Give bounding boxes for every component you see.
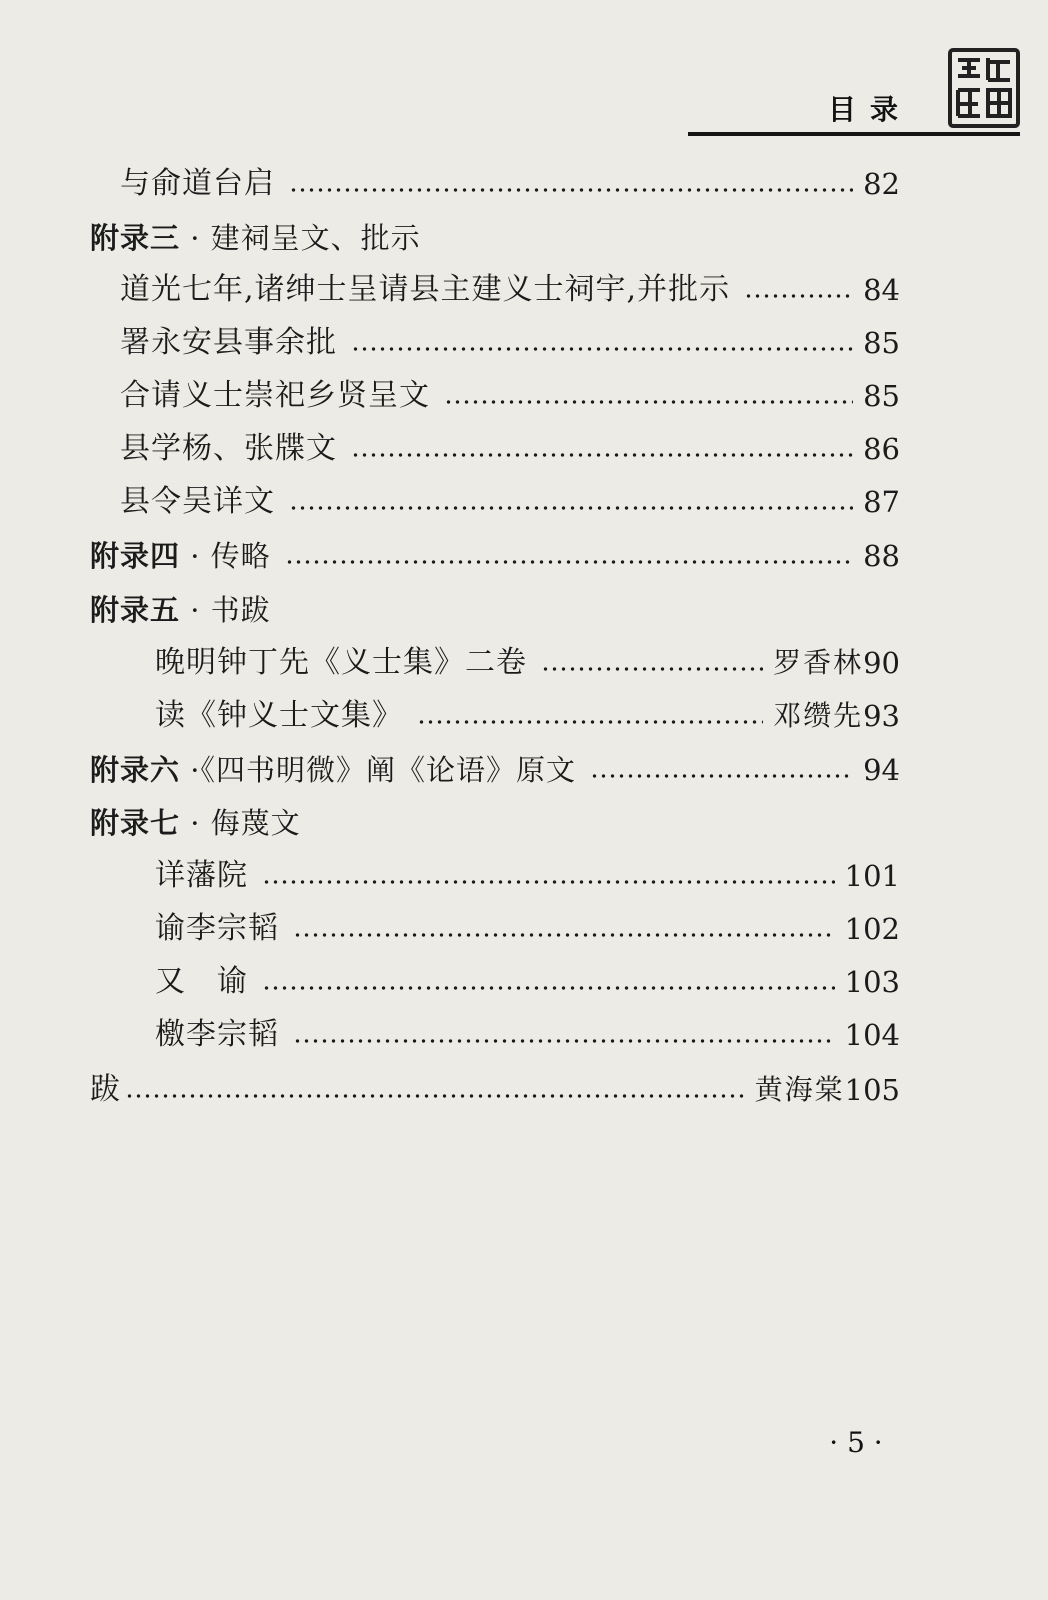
- toc-entry[interactable]: [155, 905, 900, 949]
- leader-dots: [293, 1039, 835, 1043]
- toc-entry-page: 94: [863, 753, 900, 787]
- toc-entry-author: 邓缵先: [773, 699, 864, 732]
- leader-dots: [590, 774, 853, 778]
- toc-entry-title: 檄李宗韬: [155, 1017, 279, 1052]
- toc-entry-author: 黄海棠: [754, 1073, 845, 1106]
- toc-entry-title: 谕李宗韬: [155, 911, 279, 946]
- toc-entry-author: 罗香林: [773, 646, 864, 679]
- toc-section-title: [90, 536, 271, 576]
- toc-entry[interactable]: [120, 478, 900, 522]
- toc-entry-page: 101: [844, 859, 900, 893]
- leader-dots: [262, 880, 835, 884]
- toc-entry-title: 县令吴详文: [120, 484, 275, 519]
- toc-entry[interactable]: [120, 319, 900, 363]
- section-subtitle: · 传略: [180, 539, 271, 573]
- leader-dots: [444, 400, 853, 404]
- toc-entry-page: 103: [844, 965, 900, 999]
- section-subtitle: ·《四书明微》阐《论语》原文: [180, 753, 576, 787]
- toc-entry-title: 读《钟义士文集》: [155, 698, 403, 733]
- leader-dots: [744, 294, 853, 298]
- toc-section-title: [90, 803, 301, 843]
- toc-section-title: [90, 590, 271, 630]
- leader-dots: [289, 506, 853, 510]
- leader-dots: [417, 720, 763, 724]
- toc-entry[interactable]: [155, 1011, 900, 1055]
- toc-entry[interactable]: [155, 852, 900, 896]
- toc-entry-title: 与俞道台启: [120, 166, 275, 201]
- toc-entry[interactable]: [120, 160, 900, 204]
- toc-entry-page: 85: [863, 379, 900, 413]
- toc-entry[interactable]: [120, 266, 900, 310]
- toc-entry-page: 85: [863, 326, 900, 360]
- toc-entry-title: 道光七年,诸绅士呈请县主建义士祠宇,并批示: [120, 272, 731, 307]
- section-subtitle: · 书跋: [180, 593, 271, 627]
- section-label: 附录三: [90, 221, 181, 255]
- toc-entry-title: 晚明钟丁先《义士集》二卷: [155, 645, 527, 680]
- leader-dots: [351, 347, 853, 351]
- toc-entry-title: 详藩院: [155, 858, 248, 893]
- leader-dots: [262, 986, 835, 990]
- toc-entry[interactable]: [155, 692, 900, 736]
- section-label: 附录四: [90, 539, 181, 573]
- leader-dots: [289, 188, 853, 192]
- leader-dots: [125, 1094, 745, 1098]
- toc-entry[interactable]: [120, 372, 900, 416]
- toc-entry-title: 合请义士崇祀乡贤呈文: [120, 378, 430, 413]
- toc-entry-page: 87: [863, 485, 900, 519]
- toc-entry-page: 90: [863, 646, 900, 680]
- section-label: 附录五: [90, 593, 181, 627]
- leader-dots: [351, 453, 853, 457]
- section-label: 附录七: [90, 806, 181, 840]
- section-label: 附录六: [90, 753, 181, 787]
- toc-section-title: [90, 750, 576, 790]
- toc-entry-page: 105: [844, 1073, 900, 1107]
- toc-entry[interactable]: [155, 639, 900, 683]
- toc-entry[interactable]: [120, 425, 900, 469]
- toc-entry-title: 跋: [90, 1072, 121, 1107]
- toc-entry-page: 104: [844, 1018, 900, 1052]
- toc-section-title: [90, 218, 421, 258]
- page-number: · 5 ·: [829, 1426, 883, 1459]
- toc-section[interactable]: [90, 746, 900, 790]
- toc-entry-page: 84: [863, 273, 900, 307]
- leader-dots: [541, 667, 763, 671]
- leader-dots: [285, 560, 853, 564]
- toc-entry-page: 82: [863, 167, 900, 201]
- toc-entry-page: 102: [844, 912, 900, 946]
- toc-entry[interactable]: [90, 1066, 900, 1110]
- toc-section[interactable]: [90, 799, 900, 843]
- toc-entry-title: 县学杨、张牒文: [120, 431, 337, 466]
- header-title: 目录: [828, 93, 913, 126]
- section-subtitle: · 侮蔑文: [180, 806, 301, 840]
- toc-entry-page: 86: [863, 432, 900, 466]
- toc-entry-title: 署永安县事余批: [120, 325, 337, 360]
- leader-dots: [293, 933, 835, 937]
- toc-entry-title: 又 谕: [155, 964, 248, 999]
- section-subtitle: · 建祠呈文、批示: [180, 221, 421, 255]
- toc-section[interactable]: [90, 214, 900, 258]
- toc-entry[interactable]: [155, 958, 900, 1002]
- toc-section[interactable]: [90, 532, 900, 576]
- toc-entry-page: 93: [863, 699, 900, 733]
- toc-entry-page: 88: [863, 539, 900, 573]
- toc-section[interactable]: [90, 586, 900, 630]
